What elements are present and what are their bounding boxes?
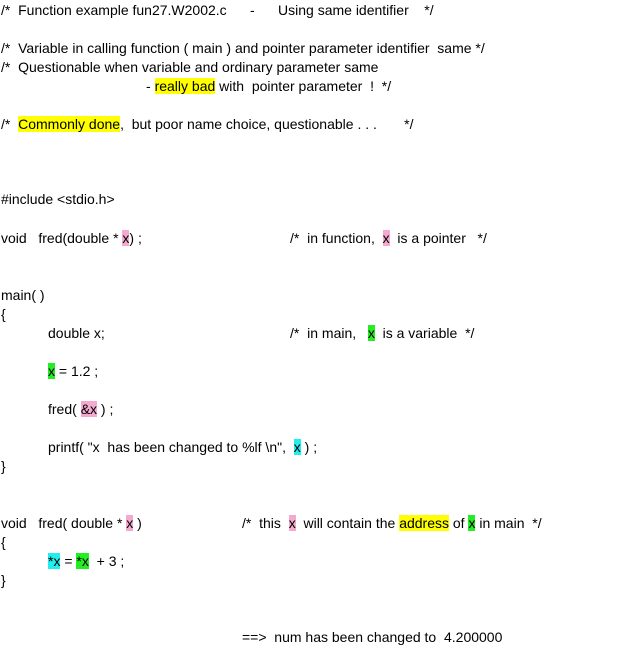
prototype-comment (290, 230, 487, 247)
header-line-3: /* Questionable when variable and ordinary parameter same (1, 59, 379, 75)
definition-comment-rest: in main */ (475, 515, 542, 531)
body-rest: + 3 ; (88, 553, 125, 569)
definition-comment-mid: will contain the (295, 515, 400, 531)
declaration-comment-rest: is a variable */ (374, 325, 475, 341)
prototype-param-x: x (122, 230, 130, 246)
definition-line (1, 515, 142, 532)
call-argument: &x (80, 401, 98, 417)
body-rhs-deref: *x (76, 553, 89, 569)
call-line (48, 401, 113, 418)
header-line-5 (1, 116, 413, 133)
header-line-5-prefix: /* (1, 116, 19, 132)
declaration-comment-x: x (367, 325, 375, 341)
header-line-5-rest: , but poor name choice, questionable . . . */ (120, 116, 414, 132)
really-bad-highlight: really bad (154, 78, 216, 94)
printf-suffix: ) ; (300, 439, 318, 455)
prototype-comment-prefix: /* in function, (290, 230, 383, 246)
declaration-comment-prefix: /* in main, (290, 325, 368, 341)
body-statement (48, 553, 124, 570)
definition-suffix: ) (133, 515, 142, 531)
header-line-4 (146, 78, 391, 95)
definition-comment-of: of (449, 515, 469, 531)
definition-comment-main-x: x (468, 515, 476, 531)
definition-open-brace: { (1, 534, 6, 550)
printf-prefix: printf( "x has been changed to %lf \n", (48, 439, 294, 455)
main-open-brace: { (1, 306, 6, 322)
prototype-comment-rest: is a pointer */ (389, 230, 487, 246)
printf-x: x (293, 439, 301, 455)
definition-close-brace: } (1, 572, 6, 588)
declaration-comment (290, 325, 474, 342)
definition-comment (242, 515, 542, 532)
assignment-rest: = 1.2 ; (55, 363, 99, 379)
call-prefix: fred( (48, 401, 81, 417)
body-equals: = (60, 553, 77, 569)
definition-param-x: x (126, 515, 134, 531)
header-line-1: /* Function example fun27.W2002.c - Using same identifier */ (1, 2, 434, 18)
definition-prefix: void fred( double * (1, 515, 127, 531)
prototype-comment-x: x (382, 230, 390, 246)
program-output: ==> num has been changed to 4.200000 (242, 629, 503, 645)
main-signature: main( ) (1, 287, 45, 303)
assignment-line (48, 363, 98, 380)
definition-comment-prefix: /* this (242, 515, 289, 531)
call-suffix: ) ; (97, 401, 114, 417)
body-lhs-deref: *x (48, 553, 61, 569)
commonly-done-highlight: Commonly done (18, 116, 121, 132)
prototype-line (1, 230, 142, 247)
assignment-x: x (48, 363, 55, 379)
printf-line (48, 439, 317, 456)
main-declaration: double x; (48, 325, 105, 341)
prototype-prefix: void fred(double * (1, 230, 123, 246)
include-line: #include <stdio.h> (1, 191, 115, 207)
main-close-brace: } (1, 458, 6, 474)
header-line-2: /* Variable in calling function ( main ) and pointer parameter identifier same */ (1, 40, 485, 56)
header-line-4-rest: with pointer parameter ! */ (215, 78, 392, 94)
address-highlight: address (399, 515, 449, 531)
header-line-4-prefix: - (146, 78, 155, 94)
prototype-suffix: ) ; (129, 230, 142, 246)
definition-comment-x: x (288, 515, 296, 531)
